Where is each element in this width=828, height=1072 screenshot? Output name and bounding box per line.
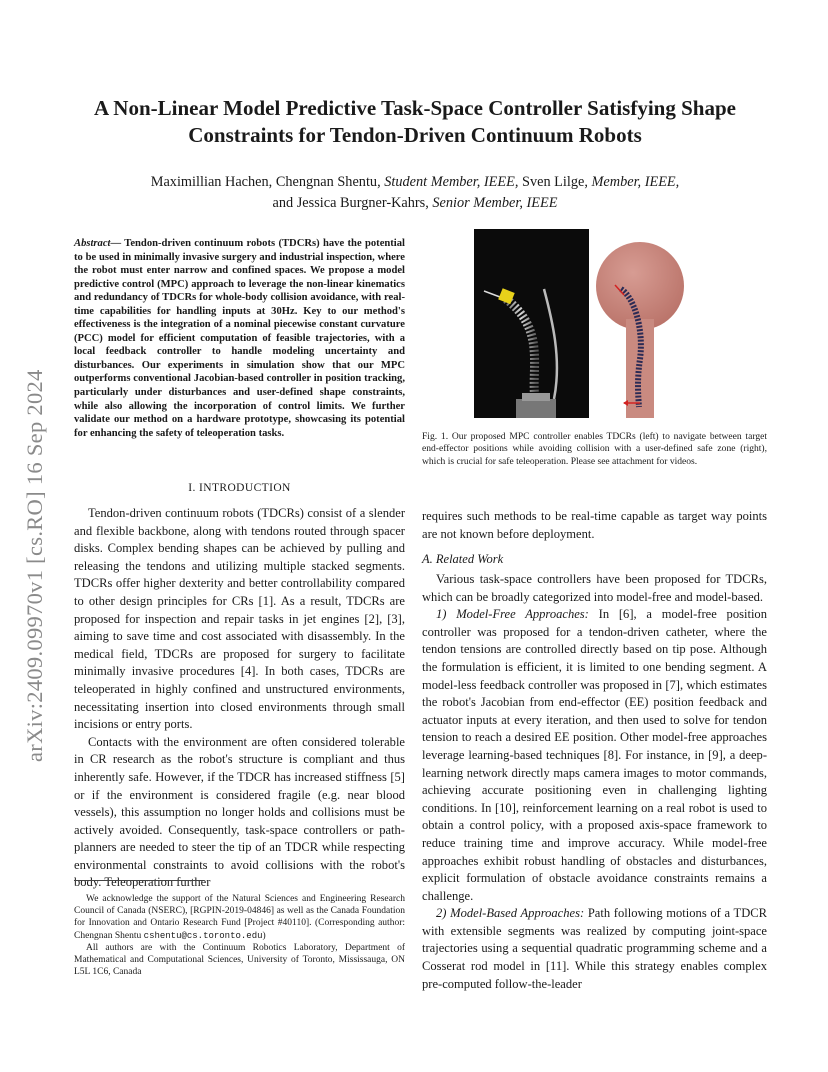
paragraph: Various task-space controllers have been proposed for TDCRs, which can be broadly categorized into model-free and model-based. bbox=[422, 572, 767, 604]
footnote-rule bbox=[74, 880, 204, 881]
abstract bbox=[74, 237, 405, 440]
author-membership: Student Member, IEEE, bbox=[384, 174, 519, 190]
paragraph-label: 2) Model-Based Approaches: bbox=[436, 906, 585, 921]
author-list bbox=[80, 172, 750, 214]
paragraph: Tendon-driven continuum robots (TDCRs) consist of a slender and flexible backbone, along with tendons routed through spacer disks. Complex bending shapes can be achieved by pulling and releasing the tendons and utilizing multiple stacked segments. TDCRs offer higher dexterity and better controllability compared to other design principles for CRs [1]. As a result, TDCRs are proposed for inspection and repair tasks in jet engines [2], [3], aiming to save time and cost associated with disassembly. In the medical field, TDCRs are proposed for surgery to facilitate minimally invasive procedures [4]. In both cases, TDCRs are teleoperated in highly confined and unstructured environments, necessitating insertion into closed environments through small incisions or entry ports. bbox=[74, 506, 405, 732]
section-number: I. bbox=[188, 482, 200, 494]
right-column-body bbox=[422, 571, 767, 993]
author-names: Sven Lilge, bbox=[518, 174, 592, 190]
section-title-rest: NTRODUCTION bbox=[203, 482, 291, 494]
footnote-text: We acknowledge the support of the Natural Sciences and Engineering Research Council of Canada (NSERC), [RGPIN-2019-04846] as well as the Canada Foundation for Innovation and Ontario Research Fund [Project #40110]. (Corresponding author: Chengnan Shentu bbox=[74, 894, 405, 941]
paragraph-text: In [6], a model-free position controller was proposed for a tendon-driven catheter, where the tendon tensions are controlled directly based on tip pose. Although the formulation is efficient, it is limited to one bending segment. A model-less feedback controller was proposed in [7], which estimates the robot's Jacobian from end-effector (EE) position feedback and actuator inputs at every iteration, and then used to solve for tendon tension to reach a desired EE position. Other model-free approaches leverage learning-based techniques [8]. For instance, in [9], a deep-learning network directly maps camera images to motor commands, achieving accurate positioning even in challenging lighting conditions. In [10], reinforcement learning on a real robot is used to obtain a control policy, with a proposed axis-space framework to reduce training time and improve accuracy. While model-free approaches exhibit robust handling of obstacles and disturbances, explicit formulation of obstacle avoidance constraints remains a challenge. bbox=[422, 607, 767, 903]
paragraph bbox=[422, 606, 767, 905]
right-column-continuation bbox=[422, 508, 767, 543]
robot-base bbox=[516, 399, 556, 418]
paragraph: requires such methods to be real-time capable as target way points are not known before deployment. bbox=[422, 509, 767, 541]
paper-title: A Non-Linear Model Predictive Task-Space Controller Satisfying Shape Constraints for Tendon-Driven Continuum Robots bbox=[94, 96, 736, 147]
footnote-text: ) bbox=[262, 930, 266, 941]
paragraph-label: 1) Model-Free Approaches: bbox=[436, 607, 589, 622]
robot-photo bbox=[474, 229, 589, 418]
author-membership: Member, IEEE, bbox=[591, 174, 680, 190]
subsection-heading-related-work: A. Related Work bbox=[422, 552, 504, 566]
paragraph-text: Path following motions of a TDCR with extensible segments was realized by computing joint-space trajectories using a sequential quadratic programming scheme and a Cosserat rod model in [11]. While this strategy enables complex pre-computed follow-the-leader bbox=[422, 906, 768, 991]
left-column-body bbox=[74, 505, 405, 892]
author-names: Maximillian Hachen, Chengnan Shentu, bbox=[150, 174, 385, 190]
author-names: and Jessica Burgner-Kahrs, bbox=[272, 195, 433, 211]
section-title-initial: I bbox=[199, 482, 204, 494]
figure-caption: Fig. 1. Our proposed MPC controller enables TDCRs (left) to navigate between target end-effector positions while avoiding collision with a user-defined safe zone (right), which is crucial for safe teleoperation. Please see attachment for videos. bbox=[422, 431, 767, 467]
footnotes bbox=[74, 893, 405, 978]
abstract-label: Abstract bbox=[74, 238, 111, 249]
footnote-funding bbox=[74, 893, 405, 942]
paragraph bbox=[422, 905, 767, 993]
figure-1 bbox=[474, 229, 768, 418]
paragraph: Contacts with the environment are often considered tolerable in CR research as the robot's structure is compliant and thus inherently safe. However, if the TDCR has increased stiffness [5] or if the environment is considered fragile (e.g. near blood vessels), this assumption no longer holds and collisions must be actively avoided. Consequently, task-space controllers or path-planners are needed to steer the tip of an TDCR while respecting environmental constraints to avoid collisions with the robot's body. Teleoperation further bbox=[74, 734, 405, 890]
author-membership: Senior Member, IEEE bbox=[432, 195, 558, 211]
robot-mount bbox=[522, 393, 550, 401]
abstract-text: — Tendon-driven continuum robots (TDCRs) have the potential to be used in minimally invasive surgery and industrial inspection, where the robot must enter narrow and confined spaces. We propose a model predictive control (MPC) approach to leverage the non-linear kinematics and redundancy of TDCRs for whole-body collision avoidance, with real-time capabilities for handling inputs at 30Hz. Key to our method's effectiveness is the integration of a nominal piecewise constant curvature (PCC) model for efficient computation of feasible trajectories, with a local feedback controller to handle modeling uncertainty and disturbances. Our experiments in simulation show that our MPC outperforms conventional Jacobian-based controller in position tracking, particularly under disturbances and user-defined shape constraints, while also allowing the incorporation of control limits. We further validate our method on a hardware prototype, showcasing its potential for enhancing the safety of teleoperation tasks. bbox=[74, 238, 405, 439]
footnote-affiliation: All authors are with the Continuum Robotics Laboratory, Department of Mathematical and Computational Sciences, University of Toronto, Mississauga, ON L5L 1C6, Canada bbox=[74, 942, 405, 978]
section-heading-introduction bbox=[74, 482, 405, 494]
arxiv-identifier: arXiv:2409.09970v1 [cs.RO] 16 Sep 2024 bbox=[22, 369, 47, 762]
author-email: cshentu@cs.toronto.edu bbox=[143, 930, 263, 941]
